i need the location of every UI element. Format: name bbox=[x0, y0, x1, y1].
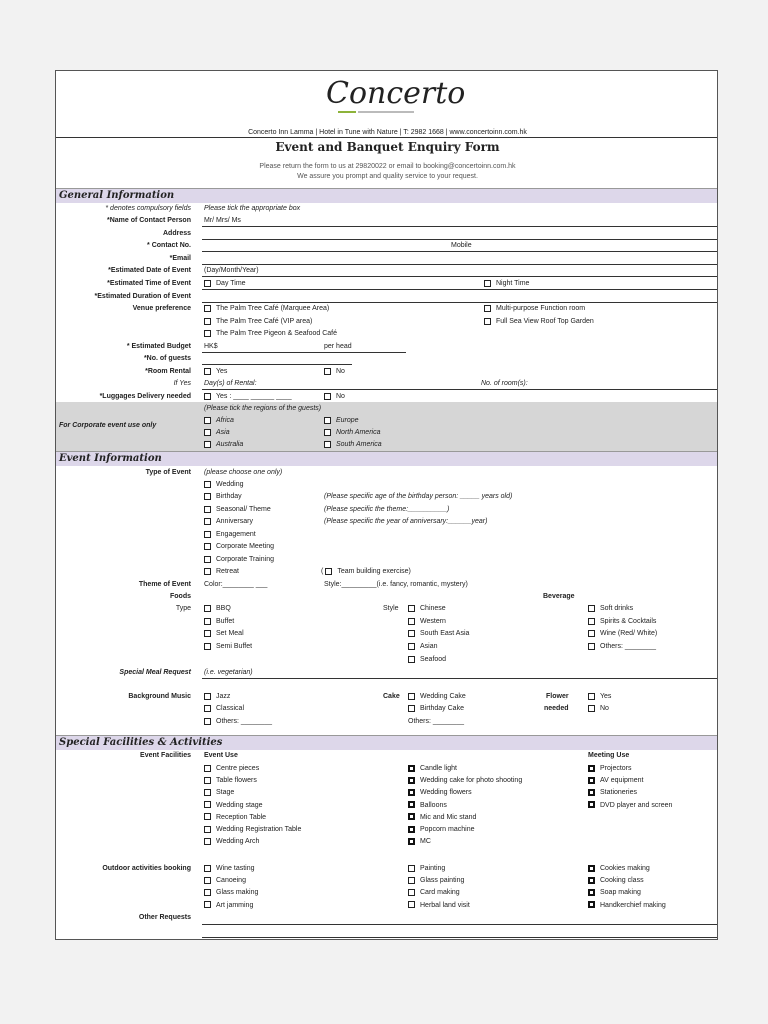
option-label: MC bbox=[420, 838, 431, 846]
page-title: Event and Banquet Enquiry Form bbox=[275, 140, 500, 154]
option-label: Wedding stage bbox=[216, 801, 263, 809]
subtitle: We assure you prompt and quality service to your request. bbox=[297, 173, 478, 180]
checkbox[interactable] bbox=[204, 330, 211, 337]
divider bbox=[56, 137, 717, 138]
option-item[interactable] bbox=[408, 888, 460, 897]
checkbox[interactable] bbox=[588, 705, 595, 712]
flower-option[interactable]: No bbox=[588, 704, 609, 713]
venue-option[interactable]: Full Sea View Roof Top Garden bbox=[484, 317, 594, 326]
checkbox[interactable] bbox=[484, 305, 491, 312]
special-meal-label: Special Meal Request bbox=[119, 669, 191, 676]
checkbox[interactable] bbox=[588, 618, 595, 625]
option-item[interactable] bbox=[408, 813, 476, 822]
style-field[interactable]: Style:_________(i.e. fancy, romantic, mystery) bbox=[324, 581, 468, 588]
music-label: Background Music bbox=[128, 693, 191, 700]
beverage-option[interactable]: Others: ________ bbox=[588, 642, 656, 651]
checkbox[interactable] bbox=[204, 901, 211, 908]
option-item[interactable] bbox=[588, 764, 632, 773]
option-item[interactable] bbox=[204, 837, 259, 846]
checkbox[interactable] bbox=[204, 368, 211, 375]
venue-option[interactable]: Multi-purpose Function room bbox=[484, 304, 585, 313]
theme-label: Theme of Event bbox=[138, 581, 191, 588]
checkbox[interactable] bbox=[204, 643, 211, 650]
option-label: Wedding cake for photo shooting bbox=[420, 777, 523, 785]
food-style-option[interactable]: Asian bbox=[408, 642, 438, 651]
option-item[interactable] bbox=[204, 801, 263, 810]
event-type-option[interactable]: Wedding bbox=[204, 480, 244, 489]
checkbox[interactable] bbox=[204, 417, 211, 424]
budget-per-head: per head bbox=[324, 343, 352, 350]
note-label: * denotes compulsory fields bbox=[105, 205, 191, 212]
checkbox[interactable] bbox=[588, 901, 595, 908]
team-building-option[interactable]: ( Team building exercise) bbox=[321, 568, 411, 575]
option-item[interactable] bbox=[408, 837, 431, 846]
checkbox[interactable] bbox=[204, 693, 211, 700]
enquiry-form-page bbox=[55, 70, 718, 940]
room-no-option[interactable]: No bbox=[324, 367, 345, 376]
checkbox[interactable] bbox=[588, 643, 595, 650]
food-style-option[interactable]: Seafood bbox=[408, 655, 446, 664]
region-option[interactable]: Africa bbox=[204, 416, 234, 425]
option-label: Cooking class bbox=[600, 877, 644, 885]
checkbox[interactable] bbox=[408, 643, 415, 650]
option-item[interactable] bbox=[588, 788, 637, 797]
cake-option[interactable]: Wedding Cake bbox=[408, 692, 466, 701]
color-field[interactable]: Color:________ ___ bbox=[204, 581, 268, 588]
event-use-label: Event Use bbox=[204, 752, 238, 759]
section-title: Special Facilities & Activities bbox=[59, 737, 223, 748]
checkbox[interactable] bbox=[204, 556, 211, 563]
option-item[interactable] bbox=[588, 801, 672, 810]
checkbox[interactable] bbox=[408, 630, 415, 637]
contact-person-label: *Name of Contact Person bbox=[106, 217, 191, 224]
date-label: *Estimated Date of Event bbox=[108, 267, 191, 274]
flower-label: needed bbox=[544, 705, 569, 712]
outdoor-label: Outdoor activities booking bbox=[102, 865, 191, 872]
contact-line: Concerto Inn Lamma | Hotel in Tune with Nature | T: 2982 1668 | www.concertoinn.com.hk bbox=[248, 129, 527, 136]
option-item[interactable] bbox=[204, 901, 253, 910]
email-label: *Email bbox=[169, 255, 191, 262]
logo-underline bbox=[338, 111, 356, 113]
venue-label: Venue preference bbox=[132, 305, 191, 312]
cake-option[interactable]: Birthday Cake bbox=[408, 704, 464, 713]
checkbox[interactable] bbox=[324, 429, 331, 436]
checkbox[interactable] bbox=[204, 605, 211, 612]
budget-currency: HK$ bbox=[204, 343, 218, 350]
option-label: Cookies making bbox=[600, 865, 650, 872]
region-option[interactable]: South America bbox=[324, 440, 382, 449]
event-type-label: Type of Event bbox=[145, 469, 191, 476]
option-item[interactable] bbox=[408, 801, 447, 810]
option-item[interactable] bbox=[588, 876, 644, 885]
budget-label: * Estimated Budget bbox=[126, 343, 191, 350]
other-requests-field[interactable] bbox=[202, 937, 717, 938]
section-general bbox=[56, 188, 717, 203]
checkbox[interactable] bbox=[324, 393, 331, 400]
option-item[interactable] bbox=[408, 825, 474, 834]
venue-option[interactable]: The Palm Tree Pigeon & Seafood Café bbox=[204, 329, 337, 338]
checkbox[interactable] bbox=[204, 305, 211, 312]
option-label: Card making bbox=[420, 889, 460, 897]
option-label: Wedding Registration Table bbox=[216, 826, 302, 833]
option-label: Art jamming bbox=[216, 901, 254, 909]
event-type-option[interactable]: Anniversary bbox=[204, 517, 253, 526]
option-item[interactable] bbox=[408, 776, 522, 785]
checkbox[interactable] bbox=[204, 838, 211, 845]
option-label: Centre pieces bbox=[216, 765, 260, 772]
checkbox[interactable] bbox=[204, 765, 211, 772]
logo: Concerto bbox=[326, 76, 466, 111]
foods-label: Foods bbox=[170, 593, 191, 600]
checkbox[interactable] bbox=[204, 481, 211, 488]
option-label: Projectors bbox=[600, 765, 632, 772]
address-field[interactable] bbox=[202, 239, 717, 240]
checkbox[interactable] bbox=[204, 493, 211, 500]
checkbox[interactable] bbox=[324, 441, 331, 448]
option-label: AV equipment bbox=[600, 777, 644, 785]
option-item[interactable] bbox=[204, 764, 259, 773]
option-item[interactable] bbox=[588, 901, 666, 910]
checkbox[interactable] bbox=[204, 777, 211, 784]
checkbox[interactable] bbox=[484, 318, 491, 325]
option-label: Wedding Arch bbox=[216, 838, 260, 846]
option-item[interactable] bbox=[204, 888, 258, 897]
anniversary-note[interactable]: (Please specific the year of anniversary:______year) bbox=[324, 518, 488, 525]
option-label: Mic and Mic stand bbox=[420, 813, 477, 821]
region-option[interactable]: Australia bbox=[204, 440, 243, 449]
checkbox[interactable] bbox=[204, 618, 211, 625]
guests-field[interactable] bbox=[202, 364, 352, 365]
room-label: *Room Rental bbox=[145, 368, 191, 375]
event-type-option[interactable]: Birthday bbox=[204, 492, 242, 501]
food-type-option[interactable]: BBQ bbox=[204, 604, 231, 613]
option-item[interactable] bbox=[408, 788, 472, 797]
flower-option[interactable]: Yes bbox=[588, 692, 611, 701]
note-value: Please tick the appropriate box bbox=[204, 205, 301, 212]
corporate-label: For Corporate event use only bbox=[59, 422, 157, 429]
checkbox[interactable] bbox=[204, 789, 211, 796]
option-label: Table flowers bbox=[216, 777, 257, 785]
section-title: General Information bbox=[59, 190, 175, 201]
option-label: Canoeing bbox=[216, 877, 246, 885]
days-rental-field[interactable]: Day(s) of Rental: bbox=[204, 380, 257, 387]
subtitle: Please return the form to us at 29820022 or email to booking@concertoinn.com.hk bbox=[259, 163, 516, 170]
section-title: Event Information bbox=[59, 453, 162, 464]
checkbox[interactable] bbox=[204, 877, 211, 884]
checkbox[interactable] bbox=[204, 506, 211, 513]
music-option[interactable]: Others: ________ bbox=[204, 717, 272, 726]
option-label: Herbal land visit bbox=[420, 901, 470, 909]
option-item[interactable] bbox=[588, 776, 643, 785]
option-item[interactable] bbox=[204, 876, 246, 885]
checkbox[interactable] bbox=[408, 877, 415, 884]
cake-other-field[interactable]: Others: ________ bbox=[408, 718, 465, 725]
checkbox[interactable] bbox=[408, 838, 415, 845]
field-line bbox=[202, 289, 717, 290]
checkbox[interactable] bbox=[204, 865, 211, 872]
checkbox[interactable] bbox=[408, 618, 415, 625]
event-type-option[interactable]: Corporate Training bbox=[204, 555, 274, 564]
checkbox[interactable] bbox=[204, 518, 211, 525]
event-type-option[interactable]: Corporate Meeting bbox=[204, 542, 274, 551]
option-item[interactable] bbox=[588, 864, 650, 873]
option-item[interactable] bbox=[408, 864, 445, 873]
checkbox[interactable] bbox=[588, 630, 595, 637]
food-type-option[interactable]: Semi Buffet bbox=[204, 642, 252, 651]
event-type-option[interactable]: Seasonal/ Theme bbox=[204, 505, 271, 514]
food-style-option[interactable]: South East Asia bbox=[408, 629, 469, 638]
venue-option[interactable]: The Palm Tree Café (Marquee Area) bbox=[204, 304, 329, 313]
budget-field[interactable] bbox=[202, 352, 406, 353]
checkbox[interactable] bbox=[204, 630, 211, 637]
checkbox[interactable] bbox=[204, 568, 211, 575]
field-line bbox=[202, 276, 717, 277]
option-label: Handkerchief making bbox=[600, 901, 666, 909]
field-line bbox=[202, 226, 717, 227]
option-label: Stage bbox=[216, 789, 235, 797]
checkbox[interactable] bbox=[408, 765, 415, 772]
theme-note[interactable]: (Please specific the theme:__________) bbox=[324, 506, 450, 513]
checkbox[interactable] bbox=[204, 543, 211, 550]
checkbox[interactable] bbox=[408, 813, 415, 820]
region-option[interactable]: Asia bbox=[204, 428, 230, 437]
date-field[interactable]: (Day/Month/Year) bbox=[204, 267, 259, 274]
checkbox[interactable] bbox=[204, 531, 211, 538]
checkbox[interactable] bbox=[204, 429, 211, 436]
checkbox[interactable] bbox=[588, 777, 595, 784]
checkbox[interactable] bbox=[204, 318, 211, 325]
option-item[interactable] bbox=[204, 825, 301, 834]
beverage-option[interactable]: Spirits & Cocktails bbox=[588, 617, 656, 626]
flower-label: Flower bbox=[546, 693, 569, 700]
email-field[interactable] bbox=[202, 264, 717, 265]
checkbox[interactable] bbox=[408, 889, 415, 896]
beverage-label: Beverage bbox=[543, 593, 575, 600]
option-item[interactable] bbox=[408, 764, 457, 773]
option-label: Popcorn machine bbox=[420, 826, 475, 833]
section-event bbox=[56, 451, 717, 466]
checkbox[interactable] bbox=[408, 656, 415, 663]
checkbox[interactable] bbox=[588, 801, 595, 808]
option-label: Glass painting bbox=[420, 877, 465, 885]
meeting-use-label: Meeting Use bbox=[588, 752, 630, 759]
other-requests-label: Other Requests bbox=[138, 914, 191, 921]
day-time-option[interactable]: Day Time bbox=[204, 279, 246, 288]
checkbox[interactable] bbox=[204, 441, 211, 448]
checkbox[interactable] bbox=[204, 889, 211, 896]
field-line bbox=[202, 389, 717, 390]
duration-label: *Estimated Duration of Event bbox=[94, 293, 191, 300]
contact-person-field[interactable]: Mr/ Mrs/ Ms bbox=[204, 217, 241, 224]
option-item[interactable] bbox=[588, 888, 641, 897]
checkbox[interactable] bbox=[204, 813, 211, 820]
option-label: Soap making bbox=[600, 889, 641, 897]
region-option[interactable]: Europe bbox=[324, 416, 359, 425]
checkbox[interactable] bbox=[484, 280, 491, 287]
checkbox[interactable] bbox=[204, 801, 211, 808]
luggage-yes-option[interactable]: Yes : ____ ______ ____ bbox=[204, 392, 292, 401]
food-type-option[interactable]: Buffet bbox=[204, 617, 234, 626]
checkbox[interactable] bbox=[204, 718, 211, 725]
option-item[interactable] bbox=[204, 776, 257, 785]
option-label: Stationeries bbox=[600, 789, 637, 797]
checkbox[interactable] bbox=[588, 789, 595, 796]
rooms-field[interactable]: No. of room(s): bbox=[481, 380, 528, 387]
event-type-option[interactable]: Engagement bbox=[204, 530, 256, 539]
food-style-option[interactable]: Chinese bbox=[408, 604, 446, 613]
night-time-option[interactable]: Night Time bbox=[484, 279, 529, 288]
checkbox[interactable] bbox=[324, 417, 331, 424]
mobile-label: Mobile bbox=[451, 242, 472, 249]
luggage-label: *Luggages Delivery needed bbox=[99, 393, 191, 400]
checkbox[interactable] bbox=[408, 826, 415, 833]
birthday-note[interactable]: (Please specific age of the birthday person: _____ years old) bbox=[324, 493, 513, 500]
option-item[interactable] bbox=[204, 788, 234, 797]
option-item[interactable] bbox=[408, 901, 470, 910]
option-item[interactable] bbox=[408, 876, 464, 885]
duration-field[interactable] bbox=[202, 302, 717, 303]
food-type-label: Type bbox=[175, 605, 191, 612]
checkbox[interactable] bbox=[408, 705, 415, 712]
guests-label: *No. of guests bbox=[143, 355, 191, 362]
checkbox[interactable] bbox=[324, 368, 331, 375]
field-line bbox=[202, 678, 717, 679]
food-style-option[interactable]: Western bbox=[408, 617, 446, 626]
logo-underline bbox=[358, 111, 414, 113]
option-label: Reception Table bbox=[216, 813, 267, 821]
food-style-label: Style bbox=[383, 605, 399, 612]
address-label: Address bbox=[162, 230, 191, 237]
checkbox[interactable] bbox=[408, 789, 415, 796]
luggage-no-option[interactable]: No bbox=[324, 392, 345, 401]
venue-option[interactable]: The Palm Tree Café (VIP area) bbox=[204, 317, 312, 326]
option-label: Painting bbox=[420, 865, 446, 872]
checkbox[interactable] bbox=[588, 693, 595, 700]
checkbox[interactable] bbox=[408, 693, 415, 700]
ifyes-label: If Yes bbox=[173, 380, 191, 387]
checkbox[interactable] bbox=[325, 568, 332, 575]
option-label: Candle light bbox=[420, 765, 457, 772]
region-option[interactable]: North America bbox=[324, 428, 380, 437]
checkbox[interactable] bbox=[588, 877, 595, 884]
checkbox[interactable] bbox=[204, 393, 211, 400]
contact-no-field[interactable] bbox=[202, 251, 717, 252]
checkbox[interactable] bbox=[204, 280, 211, 287]
checkbox[interactable] bbox=[204, 826, 211, 833]
music-option[interactable]: Classical bbox=[204, 704, 244, 713]
checkbox[interactable] bbox=[588, 605, 595, 612]
beverage-option[interactable]: Wine (Red/ White) bbox=[588, 629, 657, 638]
option-label: DVD player and screen bbox=[600, 801, 673, 809]
checkbox[interactable] bbox=[408, 865, 415, 872]
food-type-option[interactable]: Set Meal bbox=[204, 629, 244, 638]
other-requests-field[interactable] bbox=[202, 924, 717, 925]
time-label: *Estimated Time of Event bbox=[107, 280, 191, 287]
checkbox[interactable] bbox=[408, 801, 415, 808]
contact-no-label: * Contact No. bbox=[147, 242, 191, 249]
checkbox[interactable] bbox=[408, 777, 415, 784]
option-label: Wine tasting bbox=[216, 865, 255, 872]
beverage-option[interactable]: Soft drinks bbox=[588, 604, 633, 613]
option-label: Balloons bbox=[420, 801, 447, 809]
facilities-label: Event Facilities bbox=[140, 752, 191, 759]
option-item[interactable] bbox=[204, 813, 266, 822]
option-label: Wedding flowers bbox=[420, 789, 472, 797]
checkbox[interactable] bbox=[408, 901, 415, 908]
corporate-note: (Please tick the regions of the guests) bbox=[204, 405, 322, 412]
section-special bbox=[56, 735, 717, 750]
cake-label: Cake bbox=[383, 693, 400, 700]
event-type-option[interactable]: Retreat bbox=[204, 567, 239, 576]
checkbox[interactable] bbox=[588, 765, 595, 772]
checkbox[interactable] bbox=[588, 889, 595, 896]
checkbox[interactable] bbox=[588, 865, 595, 872]
option-item[interactable] bbox=[204, 864, 255, 873]
special-meal-field[interactable]: (i.e. vegetarian) bbox=[204, 669, 253, 676]
music-option[interactable]: Jazz bbox=[204, 692, 230, 701]
checkbox[interactable] bbox=[408, 605, 415, 612]
option-label: Glass making bbox=[216, 889, 259, 897]
room-yes-option[interactable]: Yes bbox=[204, 367, 227, 376]
checkbox[interactable] bbox=[204, 705, 211, 712]
event-type-note: (please choose one only) bbox=[204, 469, 283, 476]
